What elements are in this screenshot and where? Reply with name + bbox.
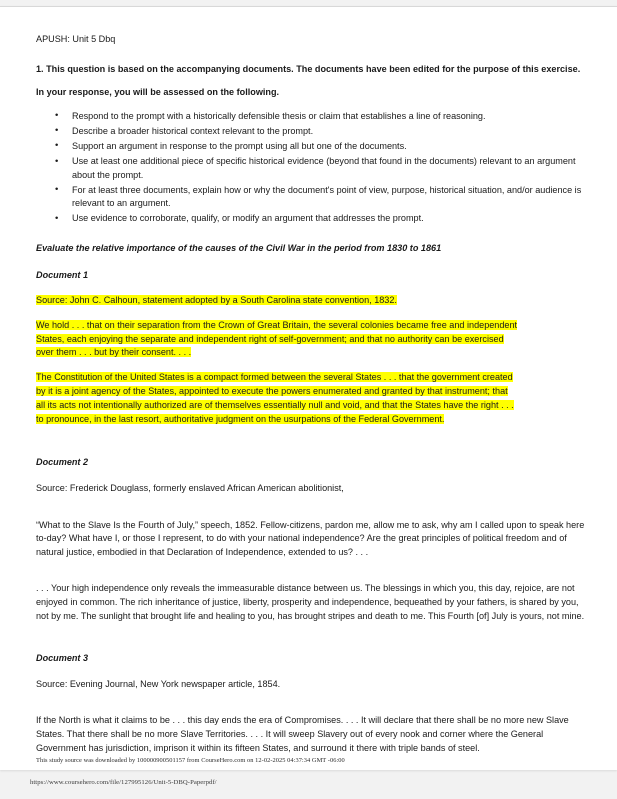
highlighted-text: Source: John C. Calhoun, statement adopted by a South Carolina state convention, 1832.: [36, 295, 397, 306]
highlighted-text: to pronounce, in the last resort, authoritative judgment on the usurpations of the Federal Government.: [36, 413, 445, 424]
document-2-source: Source: Frederick Douglass, formerly enslaved African American abolitionist,: [36, 482, 344, 493]
list-item: • Use evidence to corroborate, qualify, or modify an argument that addresses the prompt.: [36, 212, 587, 226]
document-page: [0, 6, 617, 770]
download-watermark: This study source was downloaded by 100000900501157 from CourseHero.com on 12-02-2025 04:37:34 GMT -06:00: [36, 757, 345, 764]
document-2-paragraph-1: “What to the Slave Is the Fourth of July,” speech, 1852. Fellow-citizens, pardon me, allow me to ask, why am I called upon to speak here to-day? What have I, or those I represent, to do with your national independence? Are the great principles of political freedom and of natural justice, embodied in that Declaration of Independence, extended to us? . . .: [36, 519, 585, 557]
document-1-quote-2: [36, 371, 587, 426]
list-item: • Support an argument in response to the prompt using all but one of the documents.: [36, 140, 587, 154]
document-title: APUSH: Unit 5 Dbq: [36, 34, 116, 44]
criteria-list: [36, 110, 587, 226]
highlighted-text: We hold . . . that on their separation from the Crown of Great Britain, the several colonies became free and independent: [36, 319, 518, 330]
document-3-paragraph-1: If the North is what it claims to be . . . this day ends the era of Compromises. . . . It will declare that there shall be no more new Slave States. That there shall be no more Slave Territories. . . . It will sweep Slavery out of every nook and corner where the General Government has jurisdiction, imprison it within its fifteen States, and surround it there with triple bands of steel.: [36, 715, 569, 753]
document-1-quote-1: [36, 319, 587, 360]
source-url: https://www.coursehero.com/file/127995126/Unit-5-DBQ-Paperpdf/: [30, 779, 217, 786]
section-spacer: [36, 633, 587, 652]
paragraph-spacer: [36, 569, 587, 582]
essay-prompt: Evaluate the relative importance of the causes of the Civil War in the period from 1830 to 1861: [36, 243, 442, 254]
document-3-heading: Document 3: [36, 653, 89, 664]
document-1-heading: Document 1: [36, 269, 89, 280]
list-item: • Describe a broader historical context relevant to the prompt.: [36, 125, 587, 139]
highlighted-text: over them . . . but by their consent. . . .: [36, 347, 192, 358]
highlighted-text: by it is a joint agency of the States, appointed to execute the powers enumerated and granted by that instrument; that: [36, 386, 508, 396]
highlighted-text: States, each enjoying the separate and independent right of self-government; and that no authority can be exercised: [36, 333, 504, 344]
question-intro-2: In your response, you will be assessed on the following.: [36, 87, 280, 98]
highlighted-text: all its acts not intentionally authorized are of themselves essentially null and void, and that the States have the right . . .: [36, 399, 514, 410]
highlighted-text: The Constitution of the United States is a compact formed between the several States . . . that the government created: [36, 372, 513, 383]
document-2-paragraph-2: . . . Your high independence only reveals the immeasurable distance between us. The blessings in which you, this day, rejoice, are not enjoyed in common. The rich inheritance of justice, liberty, prosperity and independence, bequeathed by your fathers, is shared by you, not by me. The sunlight that brought life and healing to you, has brought stripes and death to me. This Fourth [of] July is yours, not mine.: [36, 583, 585, 621]
document-1-source: [36, 294, 587, 308]
question-intro-1: 1. This question is based on the accompanying documents. The documents have been edited for the purpose of this exercise.: [36, 63, 581, 74]
paragraph-spacer: [36, 506, 587, 519]
document-content: [0, 7, 617, 755]
document-2-heading: Document 2: [36, 457, 89, 468]
list-item: • For at least three documents, explain how or why the document's point of view, purpose, historical situation, and/or audience is relevant to an argument.: [36, 184, 587, 211]
list-item: • Respond to the prompt with a historically defensible thesis or claim that establishes a line of reasoning.: [36, 110, 587, 124]
list-item: • Use at least one additional piece of specific historical evidence (beyond that found in the documents) relevant to an argument about the prompt.: [36, 155, 587, 182]
paragraph-spacer: [36, 701, 587, 714]
document-3-source: Source: Evening Journal, New York newspaper article, 1854.: [36, 678, 281, 689]
section-spacer: [36, 437, 587, 456]
